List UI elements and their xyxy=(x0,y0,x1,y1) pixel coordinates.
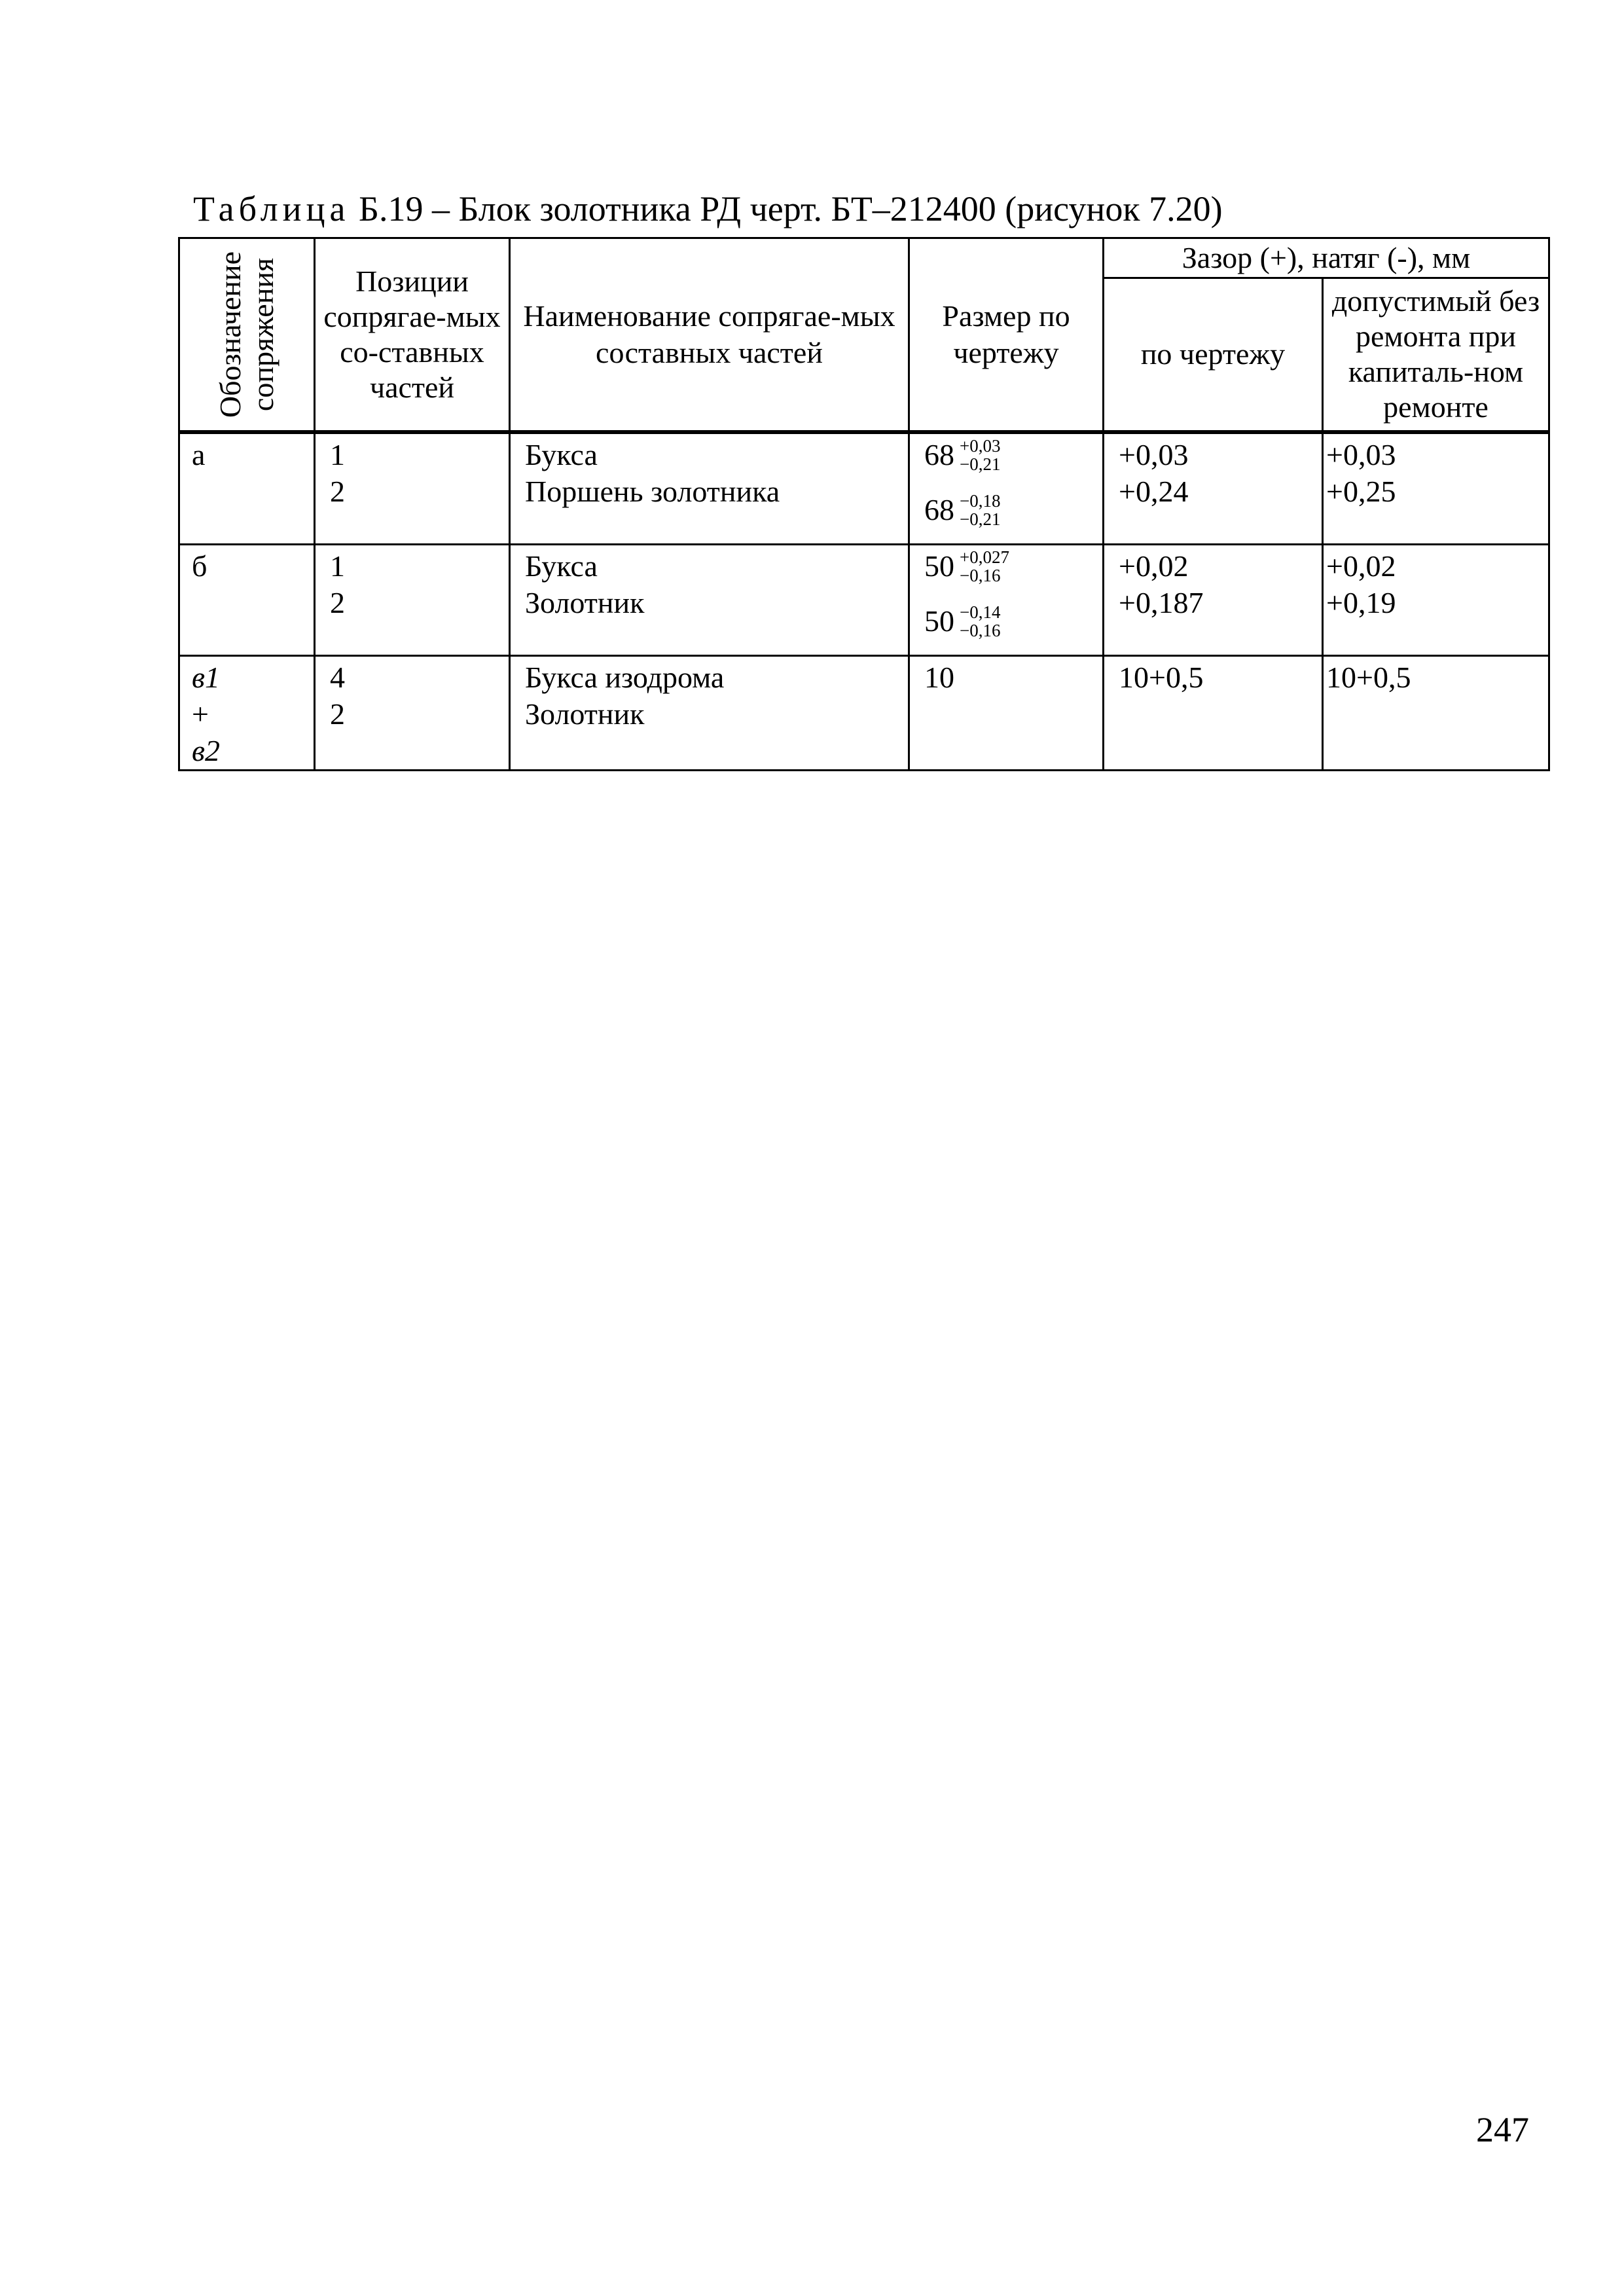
cell-positions: 1 2 xyxy=(315,545,510,656)
cell-positions: 4 2 xyxy=(315,656,510,771)
header-allowed: допустимый без ремонта при капиталь-ном ремонте xyxy=(1323,278,1549,431)
header-size: Размер по чертежу xyxy=(909,238,1104,431)
size-tolerance: 50 +0,027 −0,16 xyxy=(924,547,1009,585)
cell-names: Букса изодрома Золотник xyxy=(510,656,909,771)
cell-sizes xyxy=(909,545,1104,656)
caption-text: Б.19 – Блок золотника РД черт. БТ–212400 (рисунок 7.20) xyxy=(358,189,1223,228)
table-row xyxy=(179,433,1549,545)
header-name: Наименование сопрягае-мых составных частей xyxy=(510,238,909,431)
cell-by-drawing: +0,02 +0,187 xyxy=(1104,545,1323,656)
table-row xyxy=(179,545,1549,656)
cell-designation: б xyxy=(179,545,315,656)
header-row-1 xyxy=(179,238,1549,278)
cell-designation: а xyxy=(179,433,315,545)
cell-by-drawing: 10+0,5 xyxy=(1104,656,1323,771)
header-gap-group: Зазор (+), натяг (-), мм xyxy=(1104,238,1549,278)
caption-label: Таблица xyxy=(193,189,350,228)
page-number: 247 xyxy=(1476,2110,1529,2149)
fit-table xyxy=(178,237,1550,771)
size-tolerance: 68 −0,18 −0,21 xyxy=(924,491,1001,529)
cell-allowed: +0,02 +0,19 xyxy=(1323,545,1549,656)
table-caption xyxy=(193,191,1223,227)
cell-sizes: 10 xyxy=(909,656,1104,771)
cell-positions: 1 2 xyxy=(315,433,510,545)
cell-allowed: +0,03 +0,25 xyxy=(1323,433,1549,545)
cell-designation: в1 + в2 xyxy=(179,656,315,771)
header-designation: Обозначение сопряжения xyxy=(179,238,315,431)
table-row xyxy=(179,656,1549,771)
header-positions: Позиции сопрягае-мых со-ставных частей xyxy=(315,238,510,431)
size-tolerance: 68 +0,03 −0,21 xyxy=(924,436,1001,474)
cell-names: Букса Золотник xyxy=(510,545,909,656)
cell-sizes xyxy=(909,433,1104,545)
size-tolerance: 50 −0,14 −0,16 xyxy=(924,602,1001,640)
cell-names: Букса Поршень золотника xyxy=(510,433,909,545)
cell-allowed: 10+0,5 xyxy=(1323,656,1549,771)
header-by-drawing: по чертежу xyxy=(1104,278,1323,431)
cell-by-drawing: +0,03 +0,24 xyxy=(1104,433,1323,545)
